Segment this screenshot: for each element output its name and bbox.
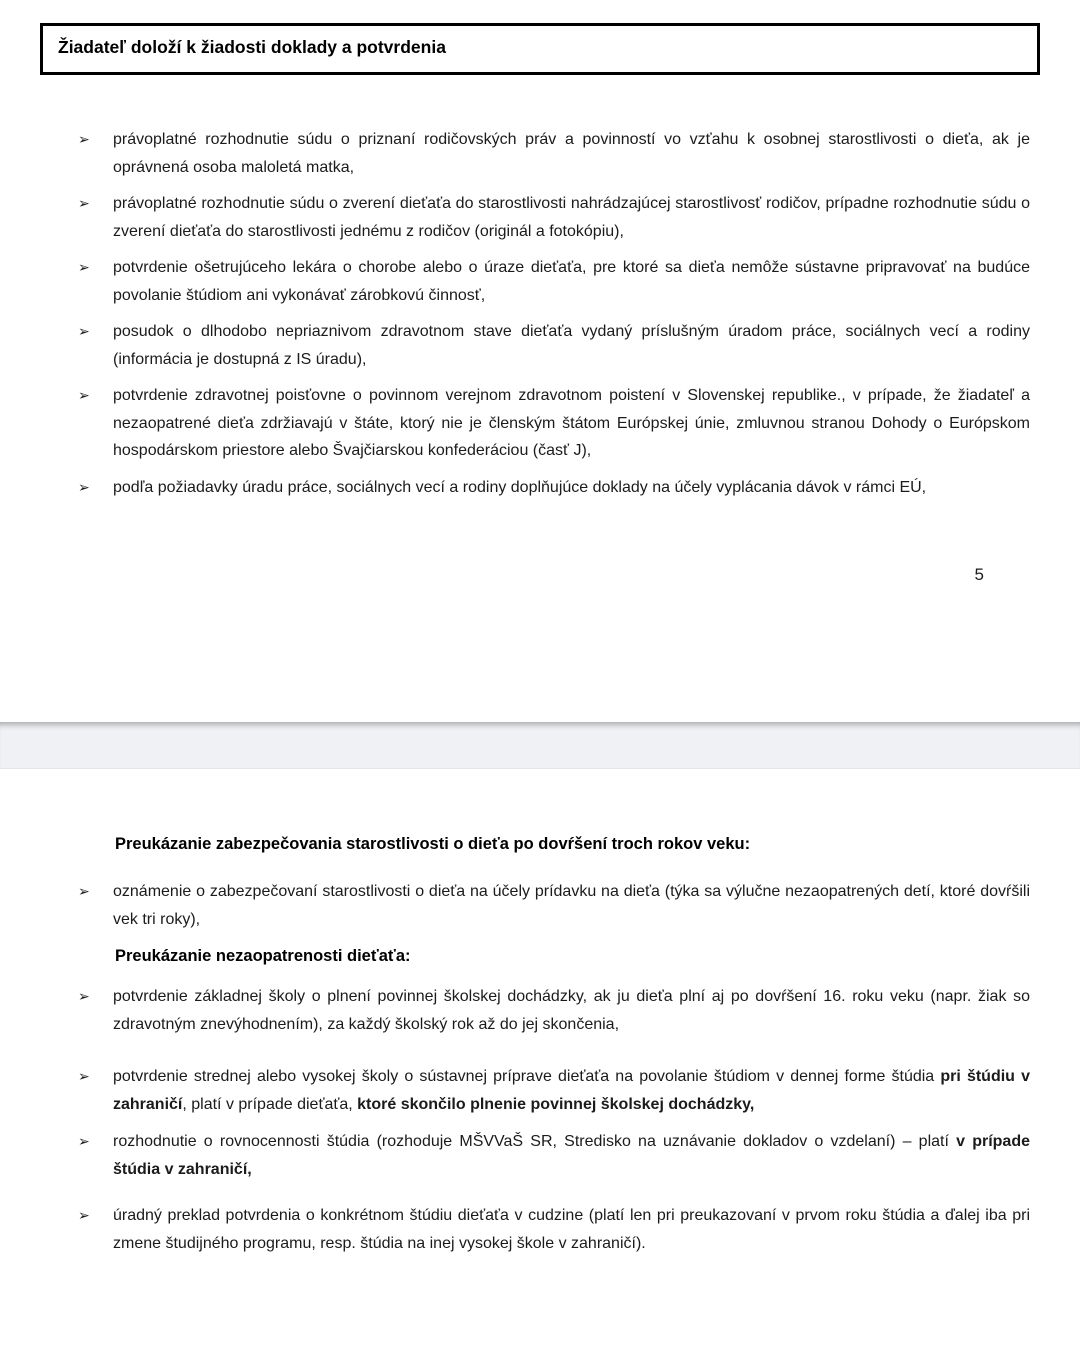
list-item: [78, 318, 1030, 373]
text-segment: právoplatné rozhodnutie súdu o zverení dieťaťa do starostlivosti nahrádzajúcej starostlivosť rodičov, prípadne rozhodnutie súdu o zverení dieťaťa do starostlivosti jednému z rodičov (originál a fotokópiu),: [113, 195, 1030, 240]
list-item: [78, 190, 1030, 245]
bullet-arrow-icon: ➢: [78, 1069, 90, 1085]
text-segment: , platí v prípade dieťaťa,: [182, 1095, 358, 1113]
text-segment: v prípade štúdia v zahraničí,: [113, 1133, 1031, 1178]
bullet-arrow-icon: ➢: [78, 388, 90, 404]
heading-dependency-proof: Preukázanie nezaopatrenosti dieťaťa:: [115, 947, 411, 965]
list-item-text: [113, 878, 1030, 933]
text-segment: posudok o dlhodobo nepriaznivom zdravotnom stave dieťaťa vydaný príslušným úradom práce, sociálnych vecí a rodiny (informácia je dostupná z IS úradu),: [113, 323, 1030, 368]
list-item: [78, 474, 1030, 502]
text-segment: oznámenie o zabezpečovaní starostlivosti o dieťa na účely prídavku na dieťa (týka sa výlučne nezaopatrených detí, ktoré dovŕšili vek tri roky),: [113, 883, 1030, 928]
text-segment: podľa požiadavky úradu práce, sociálnych vecí a rodiny doplňujúce doklady na účely vyplácania dávok v rámci EÚ,: [113, 478, 927, 496]
document-page-2: [0, 769, 1080, 1372]
list-item-text: [113, 983, 1030, 1038]
list-item-text: [113, 382, 1030, 465]
list-item: [78, 878, 1030, 933]
bullet-arrow-icon: ➢: [78, 479, 90, 496]
list-item: [78, 1128, 1030, 1183]
list-item-text: [113, 1202, 1030, 1257]
bullet-arrow-icon: ➢: [78, 196, 90, 212]
bullet-arrow-icon: ➢: [78, 1134, 90, 1150]
list-item: [78, 1063, 1030, 1118]
list-item-text: [113, 1128, 1030, 1183]
list-item: [78, 1202, 1030, 1257]
document-bullet-list: [0, 126, 1080, 501]
bullet-arrow-icon: ➢: [78, 1208, 90, 1224]
text-segment: potvrdenie základnej školy o plnení povinnej školskej dochádzky, ak ju dieťa plní aj po dovŕšení 16. roku veku (napr. žiak so zdravotným znevýhodnením), za každý školský rok až do jej skončenia,: [113, 988, 1030, 1033]
bullet-arrow-icon: ➢: [78, 260, 90, 276]
text-segment: potvrdenie zdravotnej poisťovne o povinnom verejnom zdravotnom poistení v Slovenskej republike., v prípade, že žiadateľ a nezaopatrené dieťa zdržiavajú v štáte, ktorý nie je členským štátom Európskej únie, zmluvnou stranou Dohody o Európskom hospodárskom priestore alebo Švajčiarskou konfederáciou (časť J),: [113, 387, 1030, 459]
list-item: [78, 382, 1030, 465]
list-item-text: [113, 190, 1030, 245]
list-item: [78, 254, 1030, 309]
text-segment: pri štúdiu v zahraničí: [113, 1068, 1031, 1113]
care-bullet-list: [0, 878, 1080, 933]
heading-care-proof: Preukázanie zabezpečovania starostlivosti o dieťa po dovŕšení troch rokov veku:: [115, 835, 751, 853]
bullet-arrow-icon: ➢: [78, 989, 90, 1005]
list-item: [78, 983, 1030, 1038]
text-segment: úradný preklad potvrdenia o konkrétnom štúdiu dieťaťa v cudzine (platí len pri preukazovaní v prvom roku štúdia a ďalej iba pri zmene študijného programu, resp. štúdia na inej vysokej škole v zahraničí).: [113, 1207, 1030, 1252]
list-item: [78, 126, 1030, 181]
list-item-text: [113, 474, 1030, 502]
list-item-text: [113, 126, 1030, 181]
text-segment: potvrdenie strednej alebo vysokej školy o sústavnej príprave dieťaťa na povolanie štúdiom v dennej forme štúdia: [113, 1068, 941, 1085]
page-number: 5: [974, 565, 984, 584]
dependency-bullet-list: [0, 983, 1080, 1257]
list-item-text: [113, 254, 1030, 309]
list-item-text: [113, 1063, 1030, 1118]
text-segment: ktoré skončilo plnenie povinnej školskej dochádzky,: [357, 1095, 755, 1113]
text-segment: právoplatné rozhodnutie súdu o priznaní rodičovských práv a povinností vo vzťahu k osobnej starostlivosti o dieťa, ak je oprávnená osoba maloletá matka,: [113, 131, 1030, 176]
bullet-arrow-icon: ➢: [78, 132, 90, 148]
list-item-text: [113, 318, 1030, 373]
bullet-arrow-icon: ➢: [78, 324, 90, 340]
text-segment: rozhodnutie o rovnocennosti štúdia (rozhoduje MŠVVaŠ SR, Stredisko na uznávanie dokladov o vzdelaní) – platí: [113, 1133, 957, 1150]
bullet-arrow-icon: ➢: [78, 884, 90, 900]
section-title-box: Žiadateľ doloží k žiadosti doklady a potvrdenia: [40, 23, 1040, 75]
text-segment: potvrdenie ošetrujúceho lekára o chorobe alebo o úraze dieťaťa, pre ktoré sa dieťa nemôže sústavne pripravovať na budúce povolanie štúdiom ani vykonávať zárobkovú činnosť,: [113, 259, 1030, 304]
page-separator: [0, 722, 1080, 769]
